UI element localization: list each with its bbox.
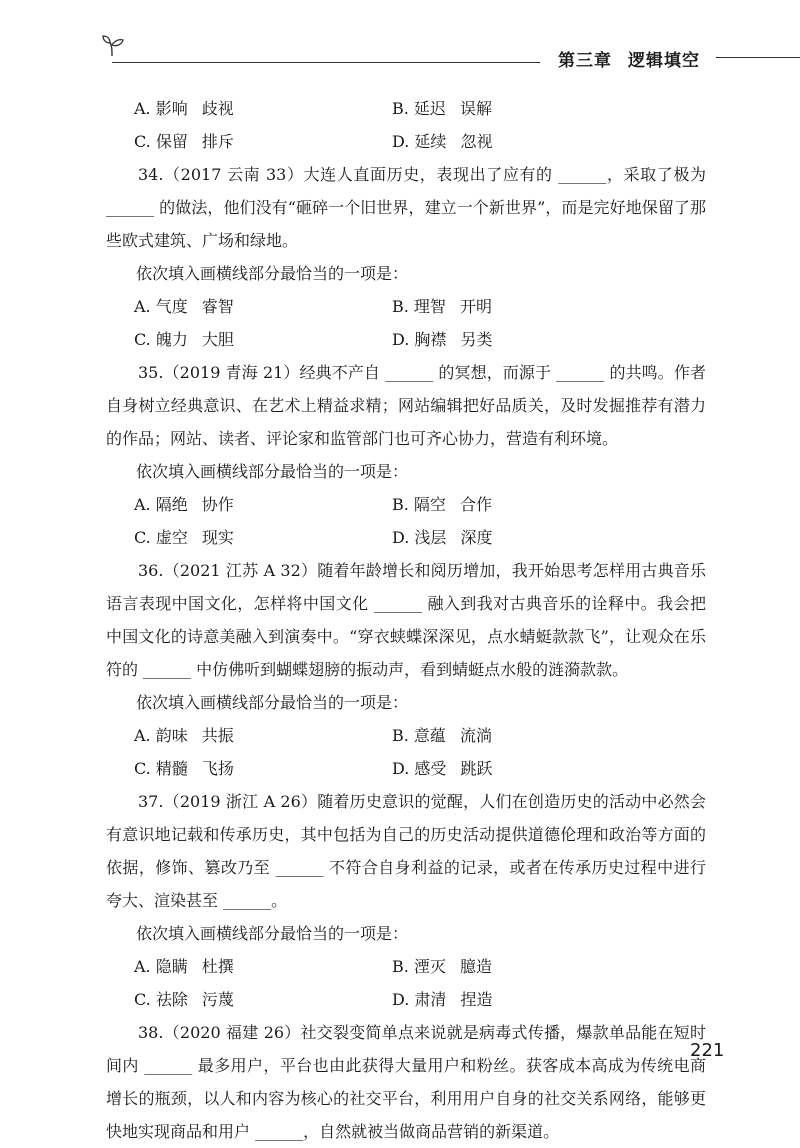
question-34-lead: 依次填入画横线部分最恰当的一项是： bbox=[136, 264, 409, 283]
option-b: B. 意蕴 流淌 bbox=[392, 726, 492, 745]
question-35-stem: 35.（2019 青海 21）经典不产自 ______ 的冥想，而源于 ______ 的共鸣。作者自身树立经典意识、在艺术上精益求精；网站编辑把好品质关，及时发掘推荐有潜力的作品；网站、读者、评论家和监管部门也可齐心协力，营造有利环境。 bbox=[106, 363, 706, 448]
option-c: C. 魄力 大胆 bbox=[134, 330, 234, 349]
option-a: A. 隔绝 协作 bbox=[134, 495, 234, 514]
option-d: D. 浅层 深度 bbox=[392, 528, 493, 547]
option-d: D. 肃清 捏造 bbox=[392, 990, 493, 1009]
option-row bbox=[106, 125, 706, 158]
option-b: B. 隔空 合作 bbox=[392, 495, 492, 514]
question-38-stem: 38.（2020 福建 26）社交裂变简单点来说就是病毒式传播，爆款单品能在短时间内 ______ 最多用户，平台也由此获得大量用户和粉丝。获客成本高成为传统电商增长的瓶颈，以人和内容为核心的社交平台，利用用户自身的社交关系网络，能够更快地实现商品和用户 ______，自然就被当做商品营销的新渠道。 bbox=[106, 1023, 706, 1141]
option-row bbox=[106, 488, 706, 521]
option-row bbox=[106, 323, 706, 356]
header-rule-right bbox=[716, 57, 800, 58]
option-a: A. 韵味 共振 bbox=[134, 726, 234, 745]
option-row bbox=[106, 983, 706, 1016]
running-header bbox=[0, 0, 800, 80]
option-d: D. 延续 忽视 bbox=[392, 132, 493, 151]
sprout-icon bbox=[101, 34, 125, 58]
page-content bbox=[106, 92, 706, 1148]
option-b: B. 理智 开明 bbox=[392, 297, 492, 316]
option-row bbox=[106, 290, 706, 323]
option-b: B. 湮灭 臆造 bbox=[392, 957, 492, 976]
option-row bbox=[106, 752, 706, 785]
question-36-lead: 依次填入画横线部分最恰当的一项是： bbox=[136, 693, 409, 712]
option-a: A. 气度 睿智 bbox=[134, 297, 234, 316]
question-36-stem: 36.（2021 江苏 A 32）随着年龄增长和阅历增加，我开始思考怎样用古典音乐语言表现中国文化，怎样将中国文化 ______ 融入到我对古典音乐的诠释中。我会把中国文化的诗意美融入到演奏中。“穿衣蛱蝶深深见，点水蜻蜓款款飞”，让观众在乐符的 ______ 中仿佛听到蝴蝶翅膀的振动声，看到蜻蜓点水般的涟漪款款。 bbox=[106, 561, 706, 679]
option-c: C. 祛除 污蔑 bbox=[134, 990, 234, 1009]
chapter-heading bbox=[558, 46, 700, 71]
option-d: D. 胸襟 另类 bbox=[392, 330, 493, 349]
option-c: C. 保留 排斥 bbox=[134, 132, 234, 151]
chapter-number: 第三章 bbox=[558, 51, 612, 71]
option-b: B. 延迟 误解 bbox=[392, 99, 492, 118]
option-row bbox=[106, 950, 706, 983]
page-number: 221 bbox=[690, 1040, 725, 1061]
question-34-stem: 34.（2017 云南 33）大连人直面历史，表现出了应有的 ______，采取了极为 ______ 的做法，他们没有“砸碎一个旧世界，建立一个新世界”，而是完好地保留了那些欧式建筑、广场和绿地。 bbox=[106, 165, 706, 250]
question-35-lead: 依次填入画横线部分最恰当的一项是： bbox=[136, 462, 409, 481]
question-37-lead: 依次填入画横线部分最恰当的一项是： bbox=[136, 924, 409, 943]
option-row bbox=[106, 719, 706, 752]
header-rule-left bbox=[112, 62, 540, 63]
option-a: A. 隐瞒 杜撰 bbox=[134, 957, 234, 976]
option-row bbox=[106, 92, 706, 125]
option-c: C. 虚空 现实 bbox=[134, 528, 234, 547]
option-row bbox=[106, 521, 706, 554]
option-d: D. 感受 跳跃 bbox=[392, 759, 493, 778]
chapter-title: 逻辑填空 bbox=[628, 51, 700, 71]
question-37-stem: 37.（2019 浙江 A 26）随着历史意识的觉醒，人们在创造历史的活动中必然会有意识地记载和传承历史，其中包括为自己的历史活动提供道德伦理和政治等方面的依据，修饰、篡改乃至 ______ 不符合自身利益的记录，或者在传承历史过程中进行夸大、渲染甚至 ______。 bbox=[106, 792, 706, 910]
option-a: A. 影响 歧视 bbox=[134, 99, 234, 118]
option-c: C. 精髓 飞扬 bbox=[134, 759, 234, 778]
